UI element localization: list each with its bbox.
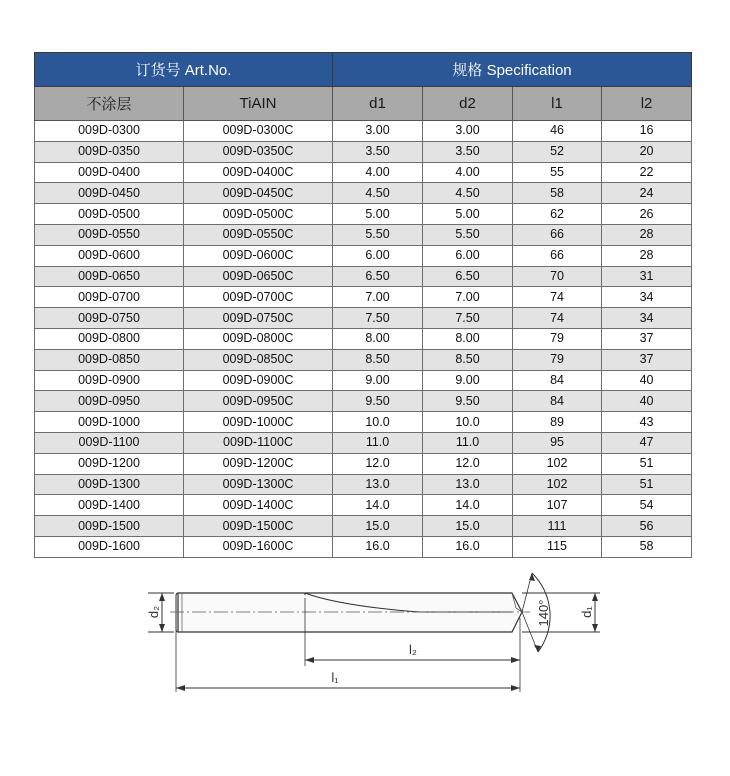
tialn-article-cell: 009D-0450C xyxy=(184,183,333,204)
uncoated-article-cell: 009D-0450 xyxy=(35,183,184,204)
table-row xyxy=(35,162,692,183)
l2-cell: 40 xyxy=(602,391,692,412)
d2-cell: 9.00 xyxy=(423,370,513,391)
table-row xyxy=(35,266,692,287)
l2-cell: 58 xyxy=(602,536,692,557)
l1-label: l₁ xyxy=(331,670,339,685)
d1-cell: 3.50 xyxy=(333,141,423,162)
d1-cell: 6.00 xyxy=(333,245,423,266)
l1-cell: 84 xyxy=(513,391,602,412)
d1-cell: 16.0 xyxy=(333,536,423,557)
l2-cell: 24 xyxy=(602,183,692,204)
d2-cell: 4.00 xyxy=(423,162,513,183)
l2-cell: 28 xyxy=(602,245,692,266)
l2-cell: 31 xyxy=(602,266,692,287)
d1-cell: 4.00 xyxy=(333,162,423,183)
column-header-l1: l1 xyxy=(513,87,602,121)
l1-cell: 115 xyxy=(513,536,602,557)
table-row xyxy=(35,328,692,349)
table-row xyxy=(35,121,692,142)
tialn-article-cell: 009D-0600C xyxy=(184,245,333,266)
d1-cell: 5.00 xyxy=(333,204,423,225)
d2-cell: 3.50 xyxy=(423,141,513,162)
uncoated-article-cell: 009D-1000 xyxy=(35,412,184,433)
uncoated-article-cell: 009D-0900 xyxy=(35,370,184,391)
column-header-tialn: TiAIN xyxy=(184,87,333,121)
l2-cell: 28 xyxy=(602,224,692,245)
table-row xyxy=(35,308,692,329)
table-row xyxy=(35,349,692,370)
d2-cell: 7.00 xyxy=(423,287,513,308)
table-body xyxy=(35,121,692,558)
d1-cell: 9.00 xyxy=(333,370,423,391)
l2-cell: 16 xyxy=(602,121,692,142)
l1-cell: 107 xyxy=(513,495,602,516)
l1-cell: 62 xyxy=(513,204,602,225)
d1-cell: 3.00 xyxy=(333,121,423,142)
table-row xyxy=(35,432,692,453)
d1-cell: 12.0 xyxy=(333,453,423,474)
d1-cell: 9.50 xyxy=(333,391,423,412)
tialn-article-cell: 009D-0800C xyxy=(184,328,333,349)
l2-cell: 37 xyxy=(602,349,692,370)
l2-cell: 20 xyxy=(602,141,692,162)
l2-cell: 40 xyxy=(602,370,692,391)
table-row xyxy=(35,495,692,516)
column-header-d1: d1 xyxy=(333,87,423,121)
l2-cell: 22 xyxy=(602,162,692,183)
uncoated-article-cell: 009D-0550 xyxy=(35,224,184,245)
l1-cell: 79 xyxy=(513,349,602,370)
d1-cell: 13.0 xyxy=(333,474,423,495)
tialn-article-cell: 009D-1400C xyxy=(184,495,333,516)
d2-cell: 9.50 xyxy=(423,391,513,412)
d2-label: d₂ xyxy=(146,605,161,619)
l2-label: l₂ xyxy=(409,642,417,657)
d2-cell: 12.0 xyxy=(423,453,513,474)
table-row xyxy=(35,287,692,308)
l1-cell: 58 xyxy=(513,183,602,204)
uncoated-article-cell: 009D-0750 xyxy=(35,308,184,329)
table-row xyxy=(35,183,692,204)
l1-cell: 55 xyxy=(513,162,602,183)
l1-cell: 52 xyxy=(513,141,602,162)
d2-cell: 8.50 xyxy=(423,349,513,370)
tialn-article-cell: 009D-0750C xyxy=(184,308,333,329)
d2-cell: 5.00 xyxy=(423,204,513,225)
table-row xyxy=(35,204,692,225)
d1-cell: 4.50 xyxy=(333,183,423,204)
d1-cell: 7.00 xyxy=(333,287,423,308)
l1-cell: 95 xyxy=(513,432,602,453)
uncoated-article-cell: 009D-0950 xyxy=(35,391,184,412)
table-row xyxy=(35,391,692,412)
d2-cell: 7.50 xyxy=(423,308,513,329)
d1-cell: 11.0 xyxy=(333,432,423,453)
uncoated-article-cell: 009D-1300 xyxy=(35,474,184,495)
specification-table xyxy=(34,52,692,558)
l1-cell: 79 xyxy=(513,328,602,349)
uncoated-article-cell: 009D-0800 xyxy=(35,328,184,349)
angle-label: 140° xyxy=(536,599,551,627)
l1-cell: 111 xyxy=(513,516,602,537)
tialn-article-cell: 009D-0700C xyxy=(184,287,333,308)
l2-cell: 37 xyxy=(602,328,692,349)
d2-cell: 5.50 xyxy=(423,224,513,245)
table-row xyxy=(35,453,692,474)
l1-cell: 70 xyxy=(513,266,602,287)
d1-cell: 8.00 xyxy=(333,328,423,349)
l2-cell: 47 xyxy=(602,432,692,453)
l1-cell: 102 xyxy=(513,474,602,495)
d1-label: d₁ xyxy=(579,606,594,618)
table-row xyxy=(35,245,692,266)
tialn-article-cell: 009D-1300C xyxy=(184,474,333,495)
l1-cell: 74 xyxy=(513,308,602,329)
article-number-header: 订货号 Art.No. xyxy=(35,53,333,87)
tialn-article-cell: 009D-0550C xyxy=(184,224,333,245)
d2-cell: 3.00 xyxy=(423,121,513,142)
d1-cell: 6.50 xyxy=(333,266,423,287)
l1-cell: 46 xyxy=(513,121,602,142)
uncoated-article-cell: 009D-0350 xyxy=(35,141,184,162)
l1-cell: 102 xyxy=(513,453,602,474)
tialn-article-cell: 009D-0300C xyxy=(184,121,333,142)
d2-cell: 14.0 xyxy=(423,495,513,516)
uncoated-article-cell: 009D-0300 xyxy=(35,121,184,142)
d2-cell: 11.0 xyxy=(423,432,513,453)
uncoated-article-cell: 009D-0700 xyxy=(35,287,184,308)
d1-cell: 10.0 xyxy=(333,412,423,433)
uncoated-article-cell: 009D-0600 xyxy=(35,245,184,266)
table-row xyxy=(35,412,692,433)
tialn-article-cell: 009D-1200C xyxy=(184,453,333,474)
d2-cell: 6.50 xyxy=(423,266,513,287)
drill-technical-drawing xyxy=(130,568,600,698)
l2-cell: 51 xyxy=(602,453,692,474)
tialn-article-cell: 009D-0850C xyxy=(184,349,333,370)
l1-cell: 74 xyxy=(513,287,602,308)
uncoated-article-cell: 009D-1500 xyxy=(35,516,184,537)
d1-cell: 14.0 xyxy=(333,495,423,516)
d2-cell: 10.0 xyxy=(423,412,513,433)
l2-cell: 54 xyxy=(602,495,692,516)
d2-cell: 8.00 xyxy=(423,328,513,349)
l2-cell: 43 xyxy=(602,412,692,433)
table-row xyxy=(35,516,692,537)
uncoated-article-cell: 009D-1100 xyxy=(35,432,184,453)
uncoated-article-cell: 009D-1600 xyxy=(35,536,184,557)
tialn-article-cell: 009D-0900C xyxy=(184,370,333,391)
tialn-article-cell: 009D-0500C xyxy=(184,204,333,225)
uncoated-article-cell: 009D-0650 xyxy=(35,266,184,287)
d2-cell: 4.50 xyxy=(423,183,513,204)
d1-cell: 5.50 xyxy=(333,224,423,245)
tialn-article-cell: 009D-1100C xyxy=(184,432,333,453)
table-row xyxy=(35,370,692,391)
uncoated-article-cell: 009D-1200 xyxy=(35,453,184,474)
uncoated-article-cell: 009D-0850 xyxy=(35,349,184,370)
l1-cell: 66 xyxy=(513,224,602,245)
d2-cell: 13.0 xyxy=(423,474,513,495)
tialn-article-cell: 009D-1000C xyxy=(184,412,333,433)
table-row xyxy=(35,224,692,245)
table-row xyxy=(35,474,692,495)
column-header-uncoated: 不涂层 xyxy=(35,87,184,121)
d1-cell: 15.0 xyxy=(333,516,423,537)
table-row xyxy=(35,536,692,557)
l2-cell: 56 xyxy=(602,516,692,537)
tialn-article-cell: 009D-0950C xyxy=(184,391,333,412)
uncoated-article-cell: 009D-1400 xyxy=(35,495,184,516)
d2-cell: 16.0 xyxy=(423,536,513,557)
tialn-article-cell: 009D-1500C xyxy=(184,516,333,537)
l1-cell: 66 xyxy=(513,245,602,266)
tialn-article-cell: 009D-0400C xyxy=(184,162,333,183)
d1-cell: 7.50 xyxy=(333,308,423,329)
d2-cell: 15.0 xyxy=(423,516,513,537)
l2-cell: 34 xyxy=(602,308,692,329)
table-row xyxy=(35,141,692,162)
l2-cell: 34 xyxy=(602,287,692,308)
tialn-article-cell: 009D-1600C xyxy=(184,536,333,557)
l2-cell: 26 xyxy=(602,204,692,225)
column-header-l2: l2 xyxy=(602,87,692,121)
l1-cell: 84 xyxy=(513,370,602,391)
uncoated-article-cell: 009D-0400 xyxy=(35,162,184,183)
uncoated-article-cell: 009D-0500 xyxy=(35,204,184,225)
l2-cell: 51 xyxy=(602,474,692,495)
tialn-article-cell: 009D-0650C xyxy=(184,266,333,287)
column-header-d2: d2 xyxy=(423,87,513,121)
d1-cell: 8.50 xyxy=(333,349,423,370)
l1-cell: 89 xyxy=(513,412,602,433)
tialn-article-cell: 009D-0350C xyxy=(184,141,333,162)
specification-header: 规格 Specification xyxy=(333,53,692,87)
d2-cell: 6.00 xyxy=(423,245,513,266)
